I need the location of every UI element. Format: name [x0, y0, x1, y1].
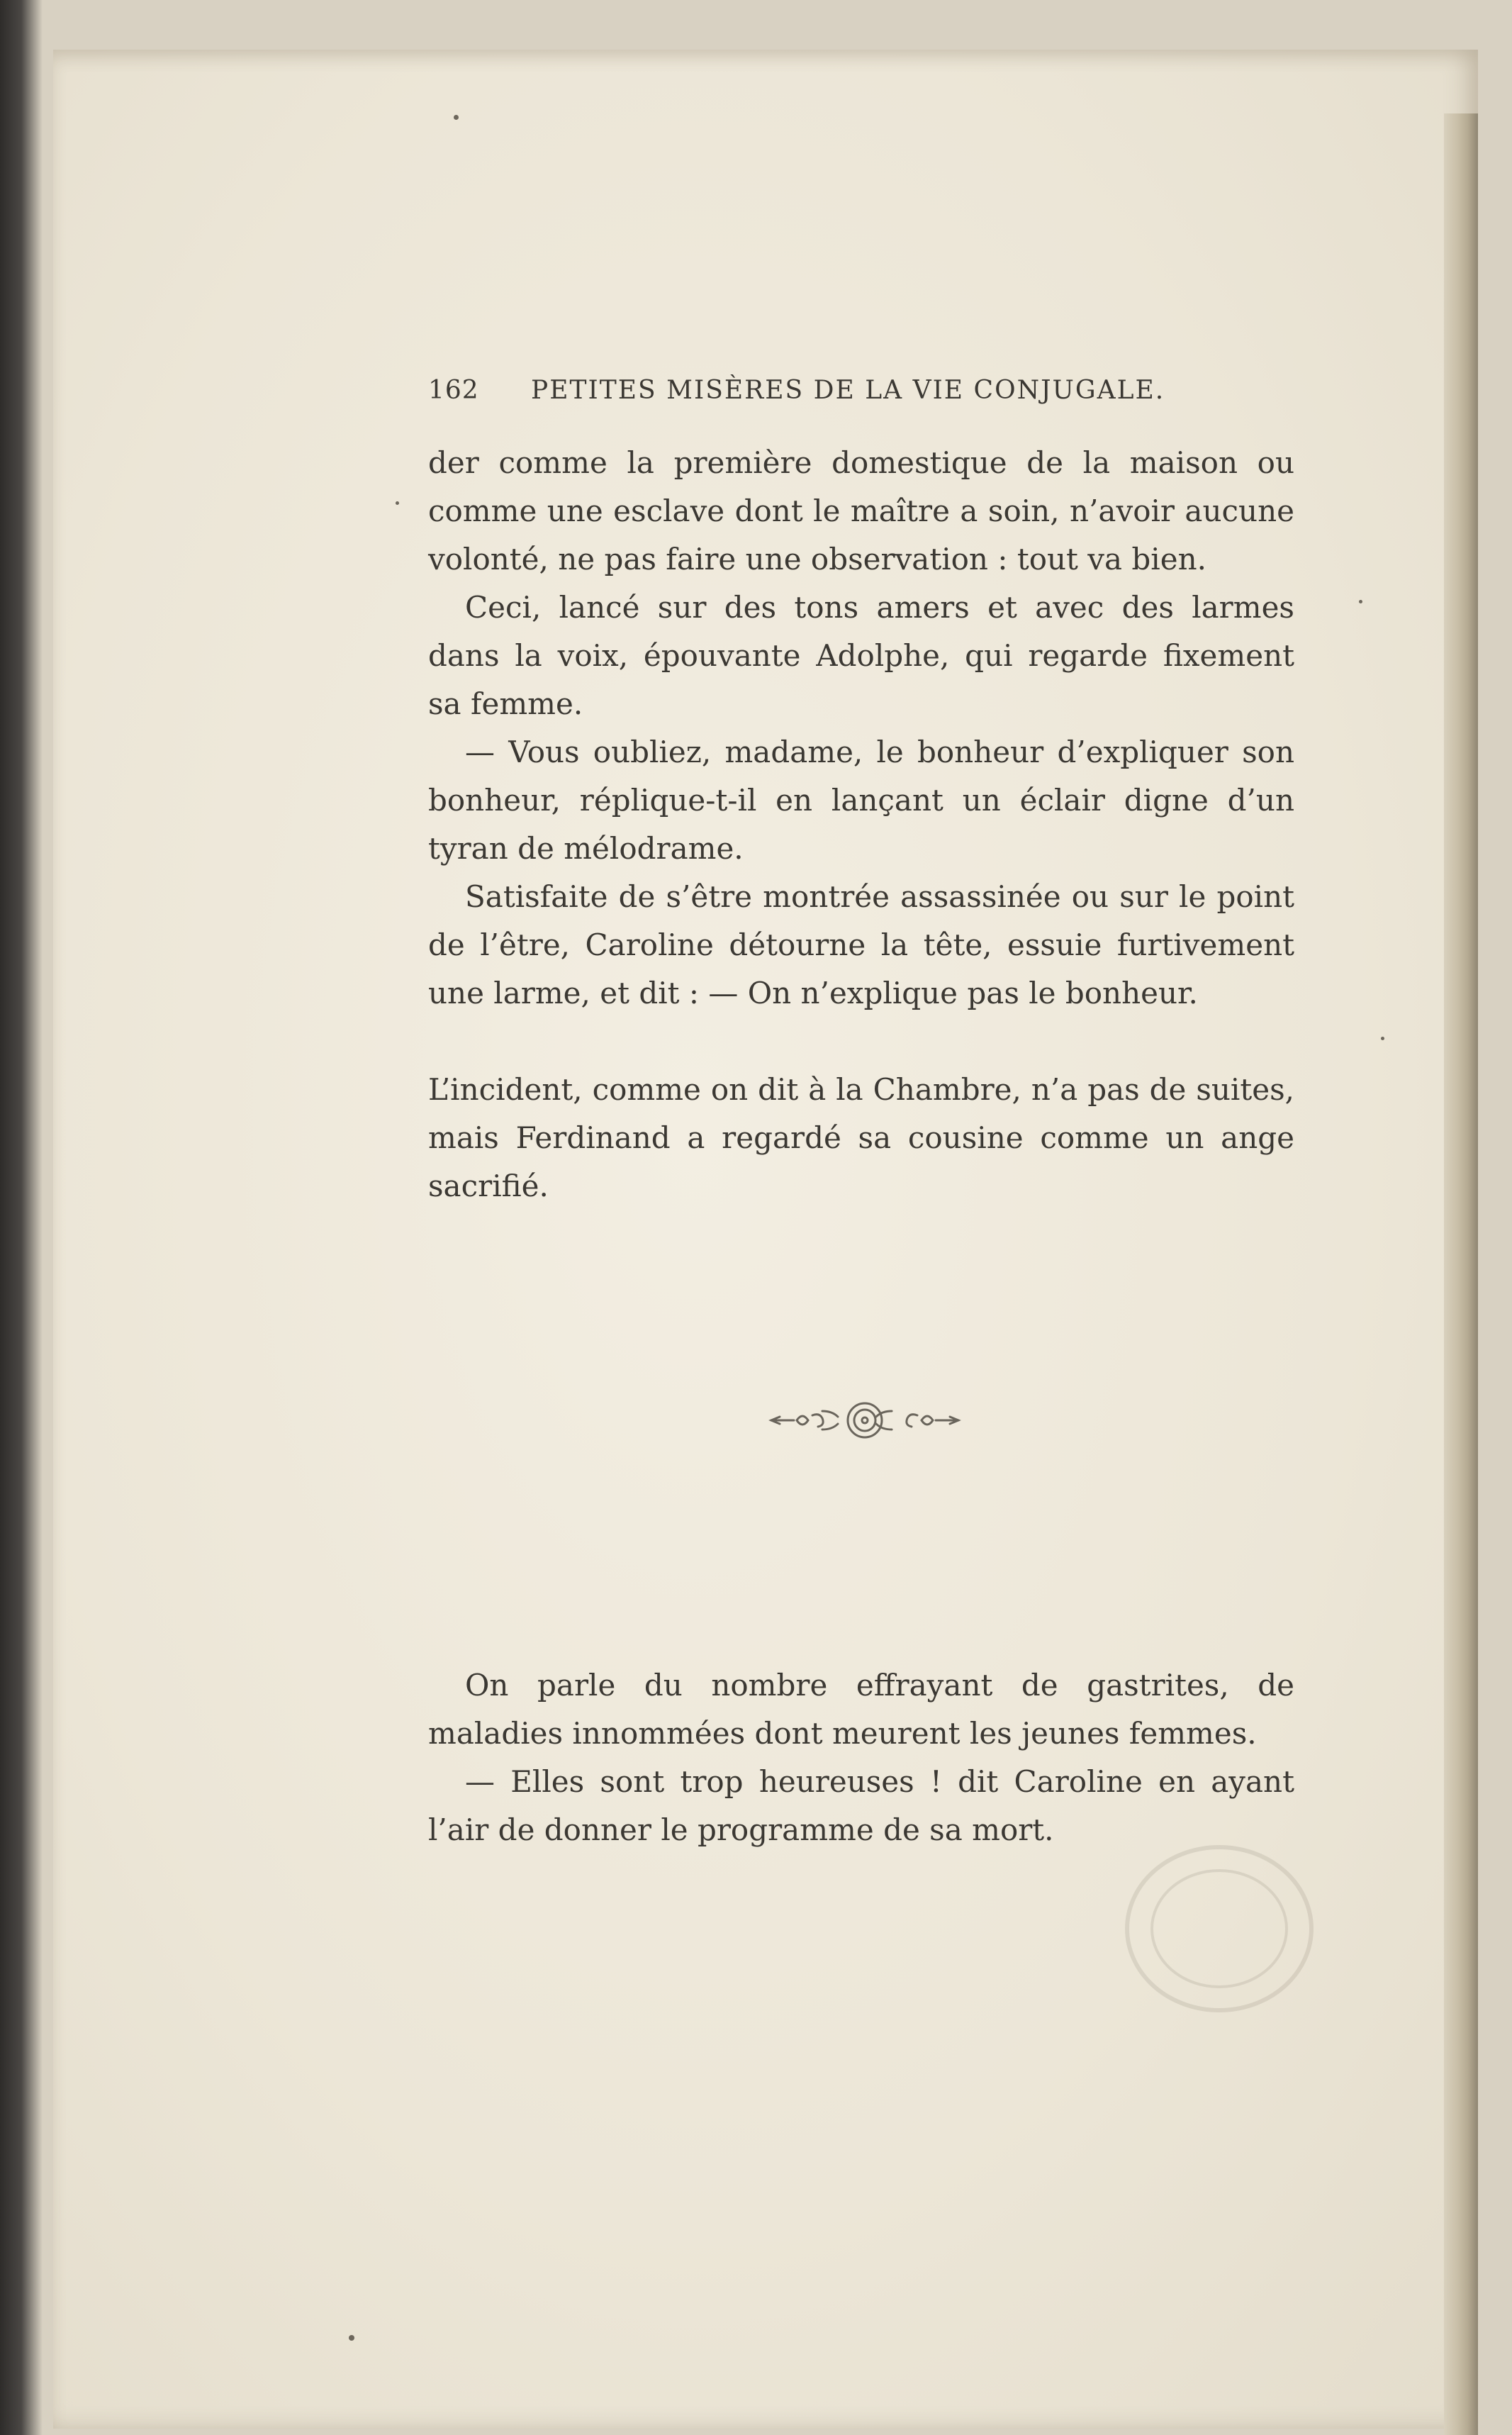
book-page [53, 50, 1478, 2429]
text-block-top [428, 439, 1294, 1210]
page-number: 162 [428, 376, 479, 405]
dust-speck [349, 2335, 354, 2341]
paragraph: — Elles sont trop heureuses ! dit Caroline en ayant l’air de donner le programme de sa mort. [428, 1764, 1294, 1847]
running-title: PETITES MISÈRES DE LA VIE CONJUGALE. [531, 376, 1165, 405]
page-edge-shadow [1444, 113, 1478, 2435]
dust-speck [454, 115, 459, 120]
paragraph-gap [428, 1018, 1294, 1066]
paragraph: der comme la première domestique de la maison ou comme une esclave dont le maître a soin, n’avoir aucune volonté, ne pas faire une observation : tout va bien. [428, 445, 1294, 576]
dust-speck [396, 501, 399, 505]
paragraph-incident: L’incident, comme on dit à la Chambre, n’a pas de suites, mais Ferdinand a regardé sa cousine comme un ange sacrifié. [428, 1072, 1294, 1203]
library-stamp-ghost [1113, 1837, 1326, 2021]
paragraph: On parle du nombre effrayant de gastrites, de maladies innommées dont meurent les jeunes femmes. [428, 1668, 1294, 1751]
paragraph: Ceci, lancé sur des tons amers et avec des larmes dans la voix, épouvante Adolphe, qui regarde fixement sa femme. [428, 590, 1294, 721]
paragraph: — Vous oubliez, madame, le bonheur d’expliquer son bonheur, réplique-t-il en lançant un éclair digne d’un tyran de mélodrame. [428, 735, 1294, 866]
dust-speck [1381, 1037, 1384, 1040]
dust-speck [1359, 600, 1362, 603]
typographic-fleuron-icon [766, 1395, 964, 1445]
running-header [428, 376, 1172, 405]
text-block-bottom [428, 1661, 1294, 1854]
paragraph: Satisfaite de s’être montrée assassinée ou sur le point de l’être, Caroline détourne la tête, essuie furtivement une larme, et dit : — On n’explique pas le bonheur. [428, 879, 1294, 1010]
